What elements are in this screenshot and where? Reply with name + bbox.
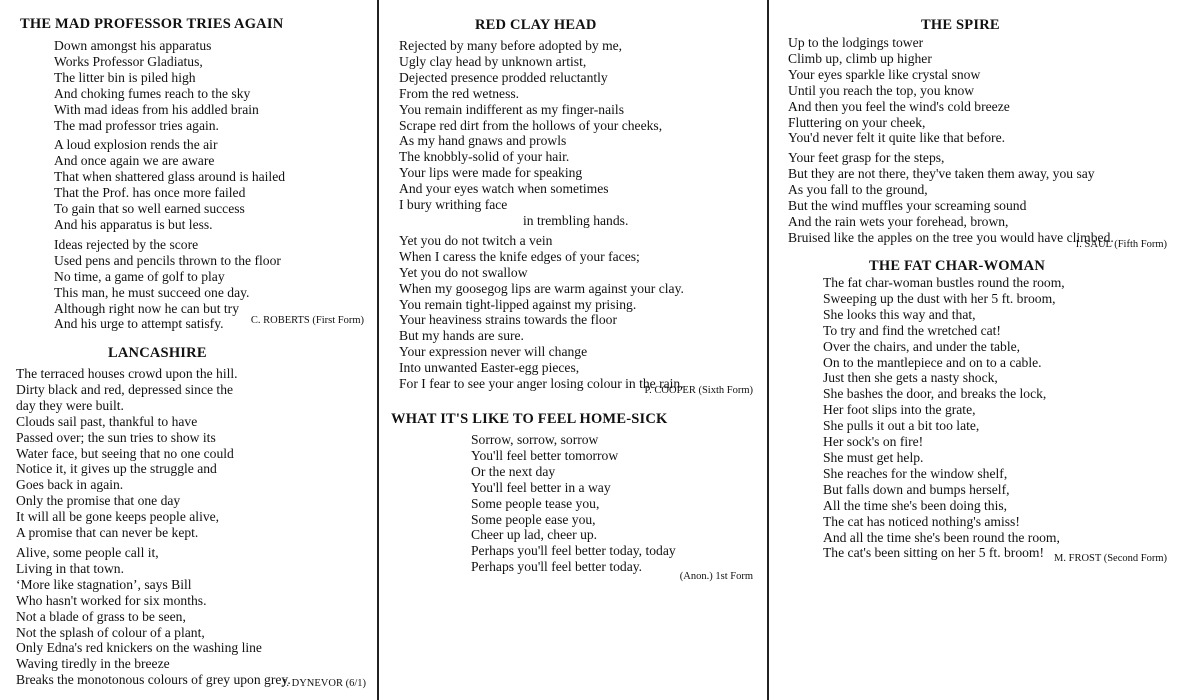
poem-line: Ideas rejected by the score — [54, 236, 199, 252]
poem-line: A promise that can never be kept. — [16, 525, 199, 541]
poem-line: You'll feel better in a way — [471, 479, 611, 495]
poem-body — [16, 366, 291, 692]
poem-line: That the Prof. has once more failed — [54, 185, 246, 201]
poem-line: Into unwanted Easter-egg pieces, — [399, 360, 580, 376]
poem-line: Goes back in again. — [16, 477, 124, 493]
poem-line: But falls down and bumps herself, — [823, 481, 1010, 497]
column-divider-left — [377, 0, 379, 700]
poem-line: Yet you do not twitch a vein — [399, 232, 553, 248]
poem-line: day they were built. — [16, 397, 124, 413]
poem-author: I. SAUL (Fifth Form) — [1075, 239, 1167, 250]
poem-line: When I caress the knife edges of your faces; — [399, 248, 640, 264]
poem-author: M. FROST (Second Form) — [1054, 553, 1167, 564]
poem-line: Your eyes sparkle like crystal snow — [788, 66, 981, 82]
poem-line: As you fall to the ground, — [788, 182, 928, 198]
poem-line: Dejected presence prodded reluctantly — [399, 69, 608, 85]
poem-line: But they are not there, they've taken them away, you say — [788, 166, 1095, 182]
poem-line: Climb up, climb up higher — [788, 50, 932, 66]
poem-line: On to the mantlepiece and on to a cable. — [823, 354, 1042, 370]
poem-line: Down amongst his apparatus — [54, 38, 212, 53]
poem-line: Your heaviness strains towards the floor — [399, 312, 617, 328]
poem-line: Breaks the monotonous colours of grey upon grey. — [16, 672, 291, 688]
poem-line: As my hand gnaws and prowls — [399, 133, 567, 149]
poem-line: Sorrow, sorrow, sorrow — [471, 432, 599, 447]
poem-line: Only the promise that one day — [16, 493, 181, 509]
poem-line: Passed over; the sun tries to show its — [16, 429, 216, 445]
poem-line: It will all be gone keeps people alive, — [16, 509, 220, 525]
poem-line: You'd never felt it quite like that before. — [788, 130, 1006, 146]
poem-line: And choking fumes reach to the sky — [54, 85, 251, 101]
poem-line: But the wind muffles your screaming sound — [788, 198, 1027, 214]
poem-line: Water face, but seeing that no one could — [16, 445, 234, 461]
poem-line: She looks this way and that, — [823, 306, 976, 322]
poem-line: And all the time she's been round the room, — [823, 529, 1060, 545]
poem-line: To gain that so well earned success — [54, 201, 245, 217]
poem-line: ‘More like stagnation’, says Bill — [16, 576, 192, 592]
poem-line: Fluttering on your cheek, — [788, 114, 926, 130]
poem-line: Her foot slips into the grate, — [823, 402, 976, 418]
poem-line: Some people tease you, — [471, 495, 600, 511]
column-middle — [391, 0, 759, 700]
poem-line: Not the splash of colour of a plant, — [16, 624, 205, 640]
poem-line: Your expression never will change — [399, 344, 588, 360]
poem-line: Only Edna's red knickers on the washing line — [16, 640, 262, 656]
poem-line: Over the chairs, and under the table, — [823, 338, 1021, 354]
poem-line: Your feet grasp for the steps, — [788, 150, 945, 166]
poem-line: She reaches for the window shelf, — [823, 465, 1008, 481]
poem-line: Works Professor Gladiatus, — [54, 53, 203, 69]
poem-line: Ugly clay head by unknown artist, — [399, 53, 587, 69]
poem-title: RED CLAY HEAD — [475, 17, 597, 33]
poem-line: Up to the lodgings tower — [788, 35, 924, 50]
poem-line: Bruised like the apples on the tree you would have climbed. — [788, 229, 1114, 245]
column-divider-right — [767, 0, 769, 700]
poem-line: You remain indifferent as my finger-nails — [399, 101, 624, 117]
poem-line: When my goosegog lips are warm against your clay. — [399, 280, 684, 296]
poem-line: Not a blade of grass to be seen, — [16, 608, 186, 624]
poem-title: WHAT IT'S LIKE TO FEEL HOME-SICK — [391, 411, 668, 427]
poem-line: The litter bin is piled high — [54, 69, 196, 85]
poem-line: And then you feel the wind's cold breeze — [788, 98, 1010, 114]
poem-title: LANCASHIRE — [108, 345, 207, 361]
poem-author: P. COOPER (Sixth Form) — [644, 385, 753, 396]
column-right — [785, 0, 1183, 700]
poem-line: To try and find the wretched cat! — [823, 322, 1001, 338]
poem-line: Scrape red dirt from the hollows of your cheeks, — [399, 117, 663, 133]
poem-body — [823, 275, 1065, 561]
poem-line: Notice it, it gives up the struggle and — [16, 461, 217, 477]
poem-line: Dirty black and red, depressed since the — [16, 381, 234, 397]
poem-line: Cheer up lad, cheer up. — [471, 527, 598, 543]
poem-line: She pulls it out a bit too late, — [823, 418, 980, 434]
poem-line: The terraced houses crowd upon the hill. — [16, 366, 238, 381]
poem-body — [54, 38, 285, 336]
poem-title: THE FAT CHAR-WOMAN — [869, 258, 1045, 274]
poem-body — [471, 432, 676, 575]
poem-line: A loud explosion rends the air — [54, 137, 218, 153]
poem-line: The knobbly-solid of your hair. — [399, 149, 570, 165]
poem-line: Your lips were made for speaking — [399, 165, 583, 181]
poem-title: THE SPIRE — [921, 17, 1000, 33]
poem-line: Who hasn't worked for six months. — [16, 592, 207, 608]
poem-body — [788, 35, 1114, 250]
poem-line: And your eyes watch when sometimes — [399, 181, 609, 197]
poem-line: You'll feel better tomorrow — [471, 447, 619, 463]
poem-line: Some people ease you, — [471, 511, 596, 527]
poem-line: She must get help. — [823, 449, 924, 465]
poem-line-indented: in trembling hands. — [523, 212, 629, 228]
poem-line: But my hands are sure. — [399, 328, 524, 344]
poem-line: The mad professor tries again. — [54, 117, 219, 133]
poem-line: Or the next day — [471, 463, 556, 479]
poem-line: For I fear to see your anger losing colour in the rain. — [399, 376, 684, 392]
poem-line: And once again we are aware — [54, 153, 215, 169]
poem-line: Although right now he can but try — [54, 300, 239, 316]
poem-line: And his urge to attempt satisfy. — [54, 316, 224, 332]
poem-line: That when shattered glass around is hailed — [54, 169, 286, 185]
poem-line: She bashes the door, and breaks the lock, — [823, 386, 1047, 402]
poem-line: Clouds sail past, thankful to have — [16, 413, 198, 429]
poem-line: Living in that town. — [16, 560, 124, 576]
poem-line: Sweeping up the dust with her 5 ft. broom, — [823, 290, 1056, 306]
poem-author: (Anon.) 1st Form — [679, 571, 753, 582]
poem-line: Alive, some people call it, — [16, 544, 159, 560]
poem-line: Waving tiredly in the breeze — [16, 656, 170, 672]
poem-author: J. DYNEVOR (6/1) — [282, 678, 366, 689]
poem-line: The fat char-woman bustles round the room, — [823, 275, 1065, 290]
poem-line: And the rain wets your forehead, brown, — [788, 213, 1009, 229]
poem-line: The cat has noticed nothing's amiss! — [823, 513, 1020, 529]
column-left — [16, 0, 368, 700]
poem-line: Rejected by many before adopted by me, — [399, 38, 623, 53]
poem-line: You remain tight-lipped against my prising. — [399, 296, 637, 312]
poem-line: Just then she gets a nasty shock, — [823, 370, 998, 386]
poem-line: Yet you do not swallow — [399, 264, 528, 280]
poem-line: All the time she's been doing this, — [823, 497, 1008, 513]
poem-line: No time, a game of golf to play — [54, 268, 225, 284]
poem-line: Perhaps you'll feel better today. — [471, 559, 643, 575]
poem-title: THE MAD PROFESSOR TRIES AGAIN — [20, 16, 284, 32]
poem-line: And his apparatus is but less. — [54, 216, 213, 232]
poem-line: This man, he must succeed one day. — [54, 284, 250, 300]
poem-line: The cat's been sitting on her 5 ft. broom! — [823, 545, 1045, 561]
poem-line: From the red wetness. — [399, 85, 520, 101]
poem-body — [399, 38, 684, 396]
poem-line: Her sock's on fire! — [823, 434, 924, 450]
poem-line: Perhaps you'll feel better today, today — [471, 543, 676, 559]
poem-line: Until you reach the top, you know — [788, 82, 975, 98]
poem-line: Used pens and pencils thrown to the floor — [54, 252, 281, 268]
poem-line: I bury writhing face — [399, 197, 508, 213]
poem-line: With mad ideas from his addled brain — [54, 101, 259, 117]
poem-author: C. ROBERTS (First Form) — [250, 315, 364, 326]
